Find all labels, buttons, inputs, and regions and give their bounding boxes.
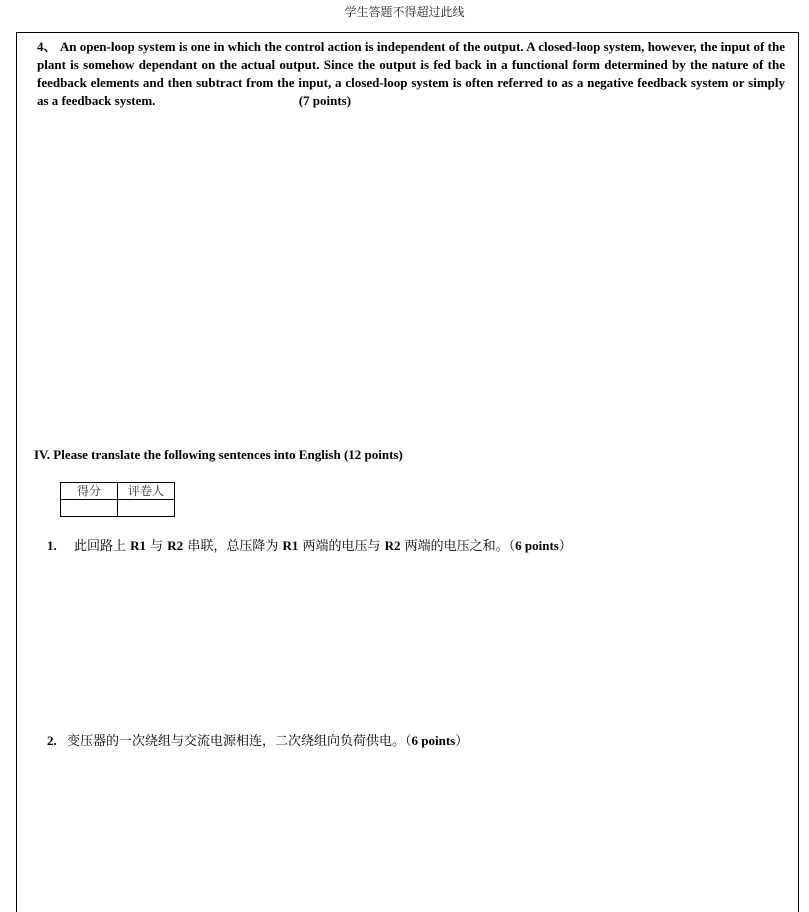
question-4-text: An open-loop system is one in which the control action is independent of the output. A closed-loop system, however, the input of the plant is somehow dependant on the actual output. Since the output is fed back in a functional form determined by the nature of the feedback elements and then subtract from the input, a closed-loop system is often referred to as a negative feedback system or simply as a feedback system. [37,39,785,108]
item-points: 6 points [515,538,559,553]
score-header: 得分 [61,483,118,500]
item-points: 6 points [411,733,456,748]
answer-frame [16,32,799,912]
item-number: 1. [47,538,57,553]
grader-cell[interactable] [118,500,175,517]
question-4-number: 4、 [37,39,57,54]
item-number: 2. [47,733,57,748]
grader-header: 评卷人 [118,483,175,500]
question-4 [37,38,785,110]
translation-item-2: 2. 变压器的一次绕组与交流电源相连，二次绕组向负荷供电。（6 points） [47,733,469,749]
score-cell[interactable] [61,500,118,517]
translation-item-1: 1. 此回路上 R1 与 R2 串联，总压降为 R1 两端的电压与 R2 两端的电压之和。（6 points） [47,538,572,554]
question-4-points: (7 points) [298,93,352,108]
answer-boundary-note: 学生答题不得超过此线 [344,5,465,19]
score-table [60,482,175,517]
section-4-heading: IV. Please translate the following sentences into English (12 points) [34,447,403,462]
